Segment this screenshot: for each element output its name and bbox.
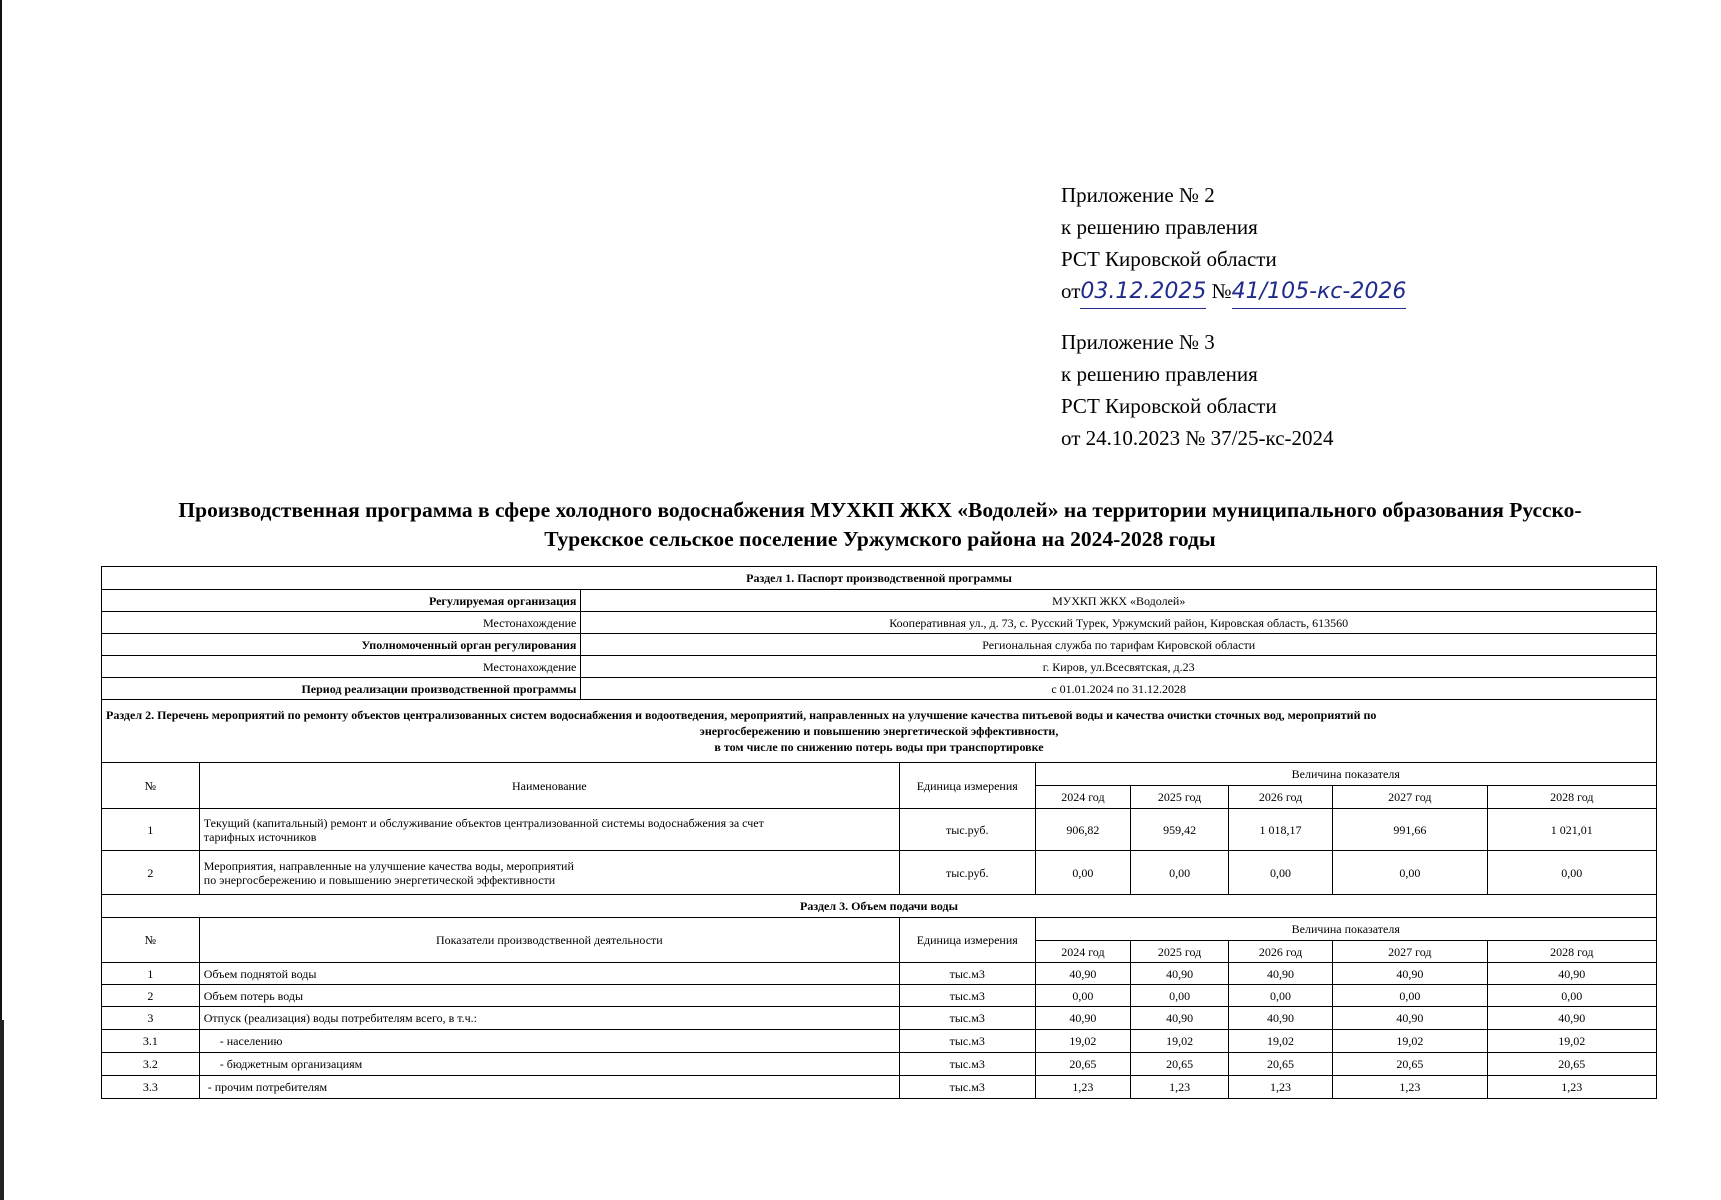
row-value: 20,65 xyxy=(1035,1053,1131,1076)
passport-value: МУХКП ЖКХ «Водолей» xyxy=(581,590,1657,612)
appendix-3-title: Приложение № 3 xyxy=(1061,330,1215,354)
row-value: 1,23 xyxy=(1228,1076,1332,1099)
column-header-unit: Единица измерения xyxy=(899,763,1035,809)
section2-header xyxy=(102,700,1657,763)
row-value: 20,65 xyxy=(1131,1053,1229,1076)
row-number: 3.2 xyxy=(102,1053,200,1076)
passport-label: Регулируемая организация xyxy=(102,590,581,612)
appendix-2-title: Приложение № 2 xyxy=(1061,183,1215,207)
year-header: 2028 год xyxy=(1487,786,1656,809)
row-value: 0,00 xyxy=(1228,851,1332,895)
row-unit: тыс.м3 xyxy=(899,1053,1035,1076)
row-value: 0,00 xyxy=(1487,851,1656,895)
row-value: 1,23 xyxy=(1131,1076,1229,1099)
row-value: 0,00 xyxy=(1487,985,1656,1007)
appendix-2-line2: к решению правления xyxy=(1061,215,1258,239)
row-value: 0,00 xyxy=(1333,985,1488,1007)
row-name xyxy=(199,809,899,851)
row-number: 3 xyxy=(102,1007,200,1030)
row-number: 1 xyxy=(102,809,200,851)
year-header: 2028 год xyxy=(1487,941,1656,963)
row-value: 40,90 xyxy=(1487,963,1656,985)
row-value: 19,02 xyxy=(1131,1030,1229,1053)
row-number: 1 xyxy=(102,963,200,985)
passport-value: с 01.01.2024 по 31.12.2028 xyxy=(581,678,1657,700)
year-header: 2027 год xyxy=(1333,941,1488,963)
scan-edge-mark xyxy=(0,1020,4,1200)
row-number: 2 xyxy=(102,985,200,1007)
row-value: 959,42 xyxy=(1131,809,1229,851)
row-value: 1,23 xyxy=(1487,1076,1656,1099)
year-header: 2024 год xyxy=(1035,786,1131,809)
column-header-number: № xyxy=(102,918,200,963)
program-table xyxy=(101,566,1657,1099)
row-unit: тыс.м3 xyxy=(899,1076,1035,1099)
table-row xyxy=(102,1030,1657,1053)
year-header: 2025 год xyxy=(1131,786,1229,809)
table-row xyxy=(102,1076,1657,1099)
row-value: 40,90 xyxy=(1131,963,1229,985)
section2-header-line3: в том числе по снижению потерь воды при транспортировке xyxy=(714,740,1044,754)
passport-value: Кооперативная ул., д. 73, с. Русский Турек, Уржумский район, Кировская область, 613560 xyxy=(581,612,1657,634)
passport-label: Уполномоченный орган регулирования xyxy=(102,634,581,656)
passport-value: г. Киров, ул.Всесвятская, д.23 xyxy=(581,656,1657,678)
passport-label: Местонахождение xyxy=(102,612,581,634)
row-value: 1,23 xyxy=(1333,1076,1488,1099)
table-row xyxy=(102,963,1657,985)
from-prefix: от xyxy=(1061,279,1081,303)
row-name: Объем поднятой воды xyxy=(199,963,899,985)
row-name xyxy=(199,851,899,895)
row-value: 20,65 xyxy=(1228,1053,1332,1076)
row-value: 906,82 xyxy=(1035,809,1131,851)
column-header-value: Величина показателя xyxy=(1035,918,1656,941)
number-sign: № xyxy=(1211,279,1232,303)
row-value: 40,90 xyxy=(1487,1007,1656,1030)
row-value: 0,00 xyxy=(1228,985,1332,1007)
row-name-line1: Мероприятия, направленные на улучшение качества воды, мероприятий xyxy=(203,858,574,873)
row-value: 20,65 xyxy=(1333,1053,1488,1076)
row-value: 1 018,17 xyxy=(1228,809,1332,851)
appendix-3-line3: РСТ Кировской области xyxy=(1061,394,1277,418)
program-title-line2: Турекское сельское поселение Уржумского района на 2024-2028 годы xyxy=(544,527,1216,551)
row-value: 20,65 xyxy=(1487,1053,1656,1076)
row-name-line2: по энергосбережению и повышению энергетической эффективности xyxy=(203,872,556,887)
program-title-line1: Производственная программа в сфере холодного водоснабжения МУХКП ЖКХ «Водолей» на территории муниципального образования Русско- xyxy=(178,498,1582,522)
appendix-2-line4 xyxy=(1061,275,1406,309)
row-value: 0,00 xyxy=(1035,985,1131,1007)
row-name: - населению xyxy=(199,1030,899,1053)
appendix-2-block xyxy=(1061,179,1406,309)
row-name: Объем потерь воды xyxy=(199,985,899,1007)
row-value: 19,02 xyxy=(1333,1030,1488,1053)
section1-header: Раздел 1. Паспорт производственной программы xyxy=(102,567,1657,590)
row-unit: тыс.м3 xyxy=(899,1007,1035,1030)
row-value: 40,90 xyxy=(1035,1007,1131,1030)
column-header-number: № xyxy=(102,763,200,809)
row-number: 2 xyxy=(102,851,200,895)
row-value: 19,02 xyxy=(1228,1030,1332,1053)
row-value: 0,00 xyxy=(1333,851,1488,895)
row-unit: тыс.м3 xyxy=(899,985,1035,1007)
passport-value: Региональная служба по тарифам Кировской области xyxy=(581,634,1657,656)
year-header: 2024 год xyxy=(1035,941,1131,963)
appendix-3-line4: от 24.10.2023 № 37/25-кс-2024 xyxy=(1061,426,1334,450)
handwritten-number: 41/105-кс-2026 xyxy=(1232,276,1407,309)
appendix-2-line3: РСТ Кировской области xyxy=(1061,247,1277,271)
row-value: 1,23 xyxy=(1035,1076,1131,1099)
section3-header: Раздел 3. Объем подачи воды xyxy=(102,895,1657,918)
row-name: - прочим потребителям xyxy=(199,1076,899,1099)
row-value: 0,00 xyxy=(1131,985,1229,1007)
passport-label: Местонахождение xyxy=(102,656,581,678)
year-header: 2026 год xyxy=(1228,941,1332,963)
appendix-3-block xyxy=(1061,326,1334,454)
handwritten-date: 03.12.2025 xyxy=(1080,276,1206,309)
column-header-indicators: Показатели производственной деятельности xyxy=(199,918,899,963)
row-name-line2: тарифных источников xyxy=(203,829,317,844)
row-value: 0,00 xyxy=(1035,851,1131,895)
table-row xyxy=(102,1007,1657,1030)
row-value: 40,90 xyxy=(1131,1007,1229,1030)
row-unit: тыс.руб. xyxy=(899,851,1035,895)
row-value: 40,90 xyxy=(1228,963,1332,985)
column-header-value: Величина показателя xyxy=(1035,763,1656,786)
program-title xyxy=(120,496,1640,554)
column-header-name: Наименование xyxy=(199,763,899,809)
row-name: - бюджетным организациям xyxy=(199,1053,899,1076)
row-unit: тыс.м3 xyxy=(899,963,1035,985)
year-header: 2027 год xyxy=(1333,786,1488,809)
row-name: Отпуск (реализация) воды потребителям всего, в т.ч.: xyxy=(199,1007,899,1030)
row-name-line1: Текущий (капитальный) ремонт и обслуживание объектов централизованной системы водоснабжения за счет xyxy=(203,815,764,830)
row-value: 19,02 xyxy=(1035,1030,1131,1053)
row-value: 40,90 xyxy=(1228,1007,1332,1030)
year-header: 2025 год xyxy=(1131,941,1229,963)
row-number: 3.1 xyxy=(102,1030,200,1053)
row-value: 40,90 xyxy=(1333,1007,1488,1030)
column-header-unit: Единица измерения xyxy=(899,918,1035,963)
section2-header-line2: энергосбережению и повышению энергетической эффективности, xyxy=(699,724,1059,738)
table-row xyxy=(102,1053,1657,1076)
row-value: 40,90 xyxy=(1333,963,1488,985)
row-value: 0,00 xyxy=(1131,851,1229,895)
section2-header-line1: Раздел 2. Перечень мероприятий по ремонту объектов централизованных систем водоснабжения и водоотведения, мероприятий, направленных на улучшение качества питьевой воды и качества очистки сточных вод, мероприятий по xyxy=(106,708,1377,722)
year-header: 2026 год xyxy=(1228,786,1332,809)
row-unit: тыс.руб. xyxy=(899,809,1035,851)
appendix-3-line2: к решению правления xyxy=(1061,362,1258,386)
row-value: 991,66 xyxy=(1333,809,1488,851)
table-row xyxy=(102,851,1657,895)
row-unit: тыс.м3 xyxy=(899,1030,1035,1053)
row-value: 40,90 xyxy=(1035,963,1131,985)
table-row xyxy=(102,985,1657,1007)
row-number: 3.3 xyxy=(102,1076,200,1099)
passport-label: Период реализации производственной программы xyxy=(102,678,581,700)
row-value: 1 021,01 xyxy=(1487,809,1656,851)
table-row xyxy=(102,809,1657,851)
row-value: 19,02 xyxy=(1487,1030,1656,1053)
